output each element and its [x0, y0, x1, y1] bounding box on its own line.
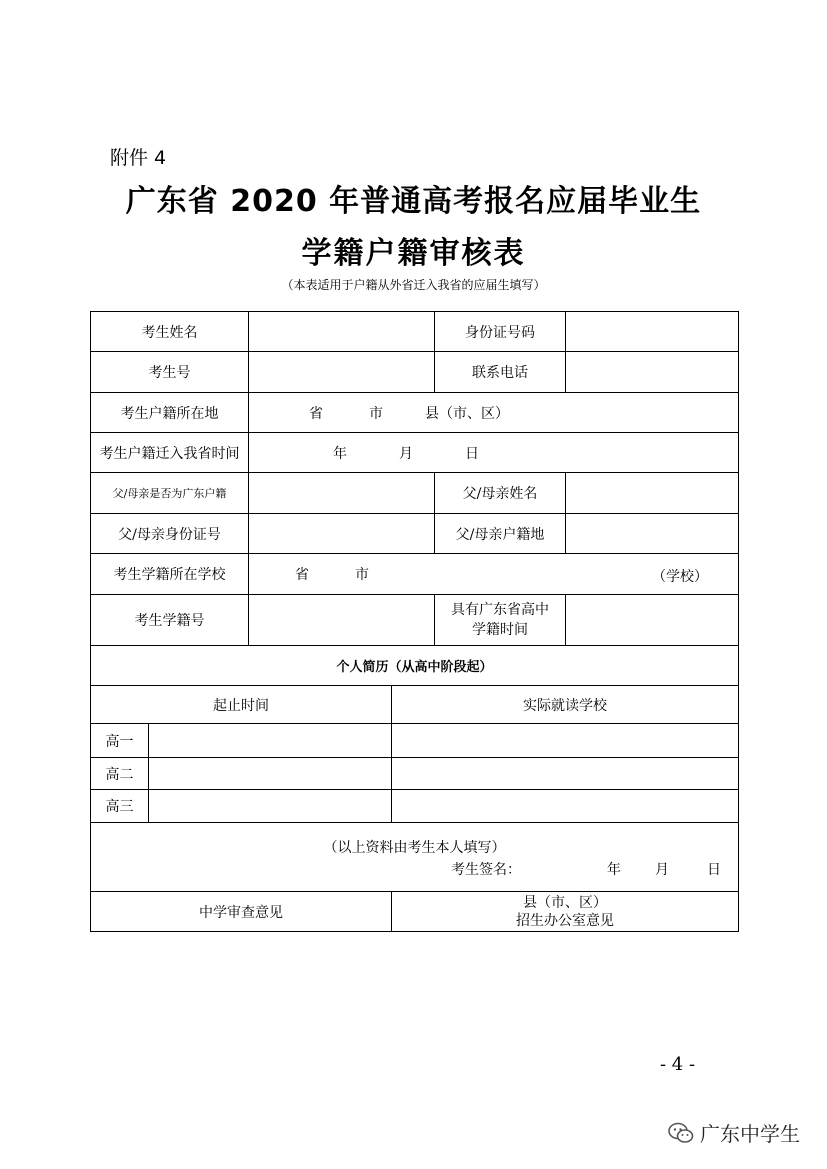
- province-unit: 省: [295, 567, 309, 583]
- month-unit: 月: [399, 445, 413, 462]
- watermark: [668, 1118, 800, 1147]
- county-review-label: [392, 892, 739, 932]
- name-field[interactable]: [249, 312, 435, 352]
- school-attended-label: 实际就读学校: [392, 686, 739, 724]
- school-attended-field[interactable]: [392, 790, 739, 823]
- sign-month-unit: 月: [655, 862, 669, 878]
- parent-household-field[interactable]: [566, 514, 739, 554]
- name-label: 考生姓名: [91, 312, 249, 352]
- watermark-text: 广东中学生: [700, 1122, 800, 1146]
- self-fill-cell: [91, 823, 739, 892]
- period-field[interactable]: [149, 790, 392, 823]
- parent-id-label: 父/母亲身份证号: [91, 514, 249, 554]
- school-attended-field[interactable]: [392, 758, 739, 790]
- review-form-table: [90, 311, 739, 932]
- phone-label: 联系电话: [435, 352, 566, 393]
- id-label: 身份证号码: [435, 312, 566, 352]
- period-label: 起止时间: [91, 686, 392, 724]
- city-unit: 市: [355, 567, 369, 583]
- gd-status-label: [435, 595, 566, 646]
- household-label: 考生户籍所在地: [91, 393, 249, 433]
- title-line-2: 学籍户籍审核表: [301, 236, 526, 271]
- period-field[interactable]: [149, 758, 392, 790]
- county-unit: 县（市、区）: [425, 405, 509, 422]
- phone-field[interactable]: [566, 352, 739, 393]
- sign-year-unit: 年: [607, 862, 621, 878]
- student-no-field[interactable]: [249, 595, 435, 646]
- student-no-label: 考生学籍号: [91, 595, 249, 646]
- school-label: 考生学籍所在学校: [91, 554, 249, 595]
- sign-day-unit: 日: [707, 862, 721, 878]
- id-field[interactable]: [566, 312, 739, 352]
- attachment-label: 附件 4: [110, 147, 167, 169]
- year-unit: 年: [333, 445, 347, 462]
- school-review-label: 中学审查意见: [91, 892, 392, 932]
- school-unit: （学校）: [652, 569, 708, 585]
- parent-name-label: 父/母亲姓名: [435, 473, 566, 514]
- school-field[interactable]: [249, 554, 739, 595]
- resume-title: 个人简历（从高中阶段起）: [91, 646, 739, 686]
- county-label-line1: 县（市、区）: [523, 894, 607, 911]
- grade-label: 高三: [91, 790, 149, 823]
- day-unit: 日: [465, 445, 479, 462]
- parent-id-field[interactable]: [249, 514, 435, 554]
- self-fill-note: （以上资料由考生本人填写）: [323, 840, 506, 856]
- subtitle: （本表适用于户籍从外省迁入我省的应届生填写）: [281, 278, 546, 292]
- parent-gd-field[interactable]: [249, 473, 435, 514]
- title-line-1: 广东省 2020 年普通高考报名应届毕业生: [125, 184, 702, 219]
- parent-gd-label: 父/母亲是否为广东户籍: [91, 473, 249, 514]
- school-attended-field[interactable]: [392, 724, 739, 758]
- grade-label: 高一: [91, 724, 149, 758]
- parent-household-label: 父/母亲户籍地: [435, 514, 566, 554]
- page-number: - 4 -: [660, 1054, 696, 1075]
- exam-no-field[interactable]: [249, 352, 435, 393]
- move-time-field[interactable]: [249, 433, 739, 473]
- signature-line: [451, 859, 721, 879]
- period-field[interactable]: [149, 724, 392, 758]
- gd-status-field[interactable]: [566, 595, 739, 646]
- province-unit: 省: [309, 405, 323, 422]
- move-time-label: 考生户籍迁入我省时间: [91, 433, 249, 473]
- wechat-icon: [668, 1121, 694, 1145]
- household-field[interactable]: [249, 393, 739, 433]
- gd-status-label-line1: 具有广东省高中: [451, 602, 549, 618]
- signature-label: 考生签名：: [451, 862, 521, 878]
- grade-label: 高二: [91, 758, 149, 790]
- county-label-line2: 招生办公室意见: [516, 912, 614, 929]
- gd-status-label-line2: 学籍时间: [472, 622, 528, 638]
- city-unit: 市: [369, 405, 383, 422]
- parent-name-field[interactable]: [566, 473, 739, 514]
- exam-no-label: 考生号: [91, 352, 249, 393]
